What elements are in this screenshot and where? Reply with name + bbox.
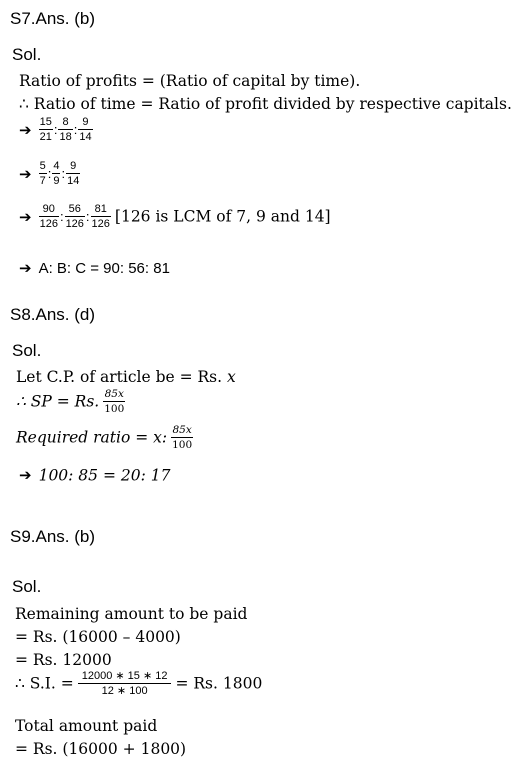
arrow-icon: ➔ <box>19 120 32 139</box>
s9-line-si: ∴ S.I. = $\frac{12000 ∗ 15 ∗ 12}{12 ∗ 100}$ = Rs. 1800 <box>15 670 263 697</box>
fraction: $\frac{9}{14}$ <box>67 160 80 187</box>
s8-sol-label: Sol. <box>12 341 42 360</box>
s7-sol-label: Sol. <box>12 45 42 64</box>
arrow-icon: ➔ <box>19 207 32 226</box>
fraction: $\frac{85x}{100}$ <box>172 424 193 451</box>
answer-ratio: A: B: C = 90: 56: 81 <box>38 259 170 277</box>
s7-step2: ➔ $\frac{5}{7}$ : $\frac{4}{9}$ : $\frac{9}{14}$ <box>19 160 80 187</box>
s9-line-total-sum: = Rs. (16000 + 1800) <box>15 740 187 758</box>
s7-step3: ➔ $\frac{90}{126}$ : $\frac{56}{126}$ : $\frac{81}{126}$ [126 is LCM of 7, 9 and 14] <box>19 203 331 230</box>
fraction: $\frac{85x}{100}$ <box>104 388 125 415</box>
fraction: $\frac{90}{126}$ <box>39 203 58 230</box>
s8-answer <box>19 466 170 484</box>
s9-line-remaining: Remaining amount to be paid <box>15 605 248 623</box>
arrow-icon: ➔ <box>19 259 32 278</box>
s8-heading: S8.Ans. (d) <box>10 305 96 324</box>
s7-step1: ➔ $\frac{15}{21}$ : $\frac{8}{18}$ : $\frac{9}{14}$ <box>19 116 92 143</box>
s8-line-required-ratio: Required ratio = x: $\frac{85x}{100}$ <box>16 424 193 451</box>
fraction: $\frac{9}{14}$ <box>79 116 92 143</box>
s9-line-total: Total amount paid <box>15 717 158 735</box>
s9-heading: S9.Ans. (b) <box>10 527 96 546</box>
fraction: $\frac{81}{126}$ <box>91 203 110 230</box>
fraction: $\frac{15}{21}$ <box>39 116 52 143</box>
answer-ratio: 100: 85 = 20: 17 <box>38 466 171 485</box>
fraction: $\frac{8}{18}$ <box>59 116 72 143</box>
arrow-icon: ➔ <box>19 164 32 183</box>
lcm-note: [126 is LCM of 7, 9 and 14] <box>114 207 331 226</box>
s7-answer <box>19 259 170 277</box>
fraction: $\frac{12000 ∗ 15 ∗ 12}{12 ∗ 100}$ <box>78 670 172 697</box>
fraction: $\frac{4}{9}$ <box>53 160 60 187</box>
s9-line-amount: = Rs. 12000 <box>15 651 112 669</box>
s9-line-difference: = Rs. (16000 – 4000) <box>15 628 181 646</box>
s8-line-sp: ∴ SP = Rs. $\frac{85x}{100}$ <box>16 388 125 415</box>
s8-line-cp: Let C.P. of article be = Rs. x <box>16 368 236 386</box>
arrow-icon: ➔ <box>19 466 32 485</box>
s9-sol-label: Sol. <box>12 577 42 596</box>
s7-heading: S7.Ans. (b) <box>10 9 96 28</box>
fraction: $\frac{56}{126}$ <box>65 203 84 230</box>
s7-line-ratio-time: ∴ Ratio of time = Ratio of profit divided by respective capitals. <box>19 95 512 113</box>
fraction: $\frac{5}{7}$ <box>39 160 46 187</box>
s7-line-ratio-profits: Ratio of profits = (Ratio of capital by time). <box>19 72 361 90</box>
